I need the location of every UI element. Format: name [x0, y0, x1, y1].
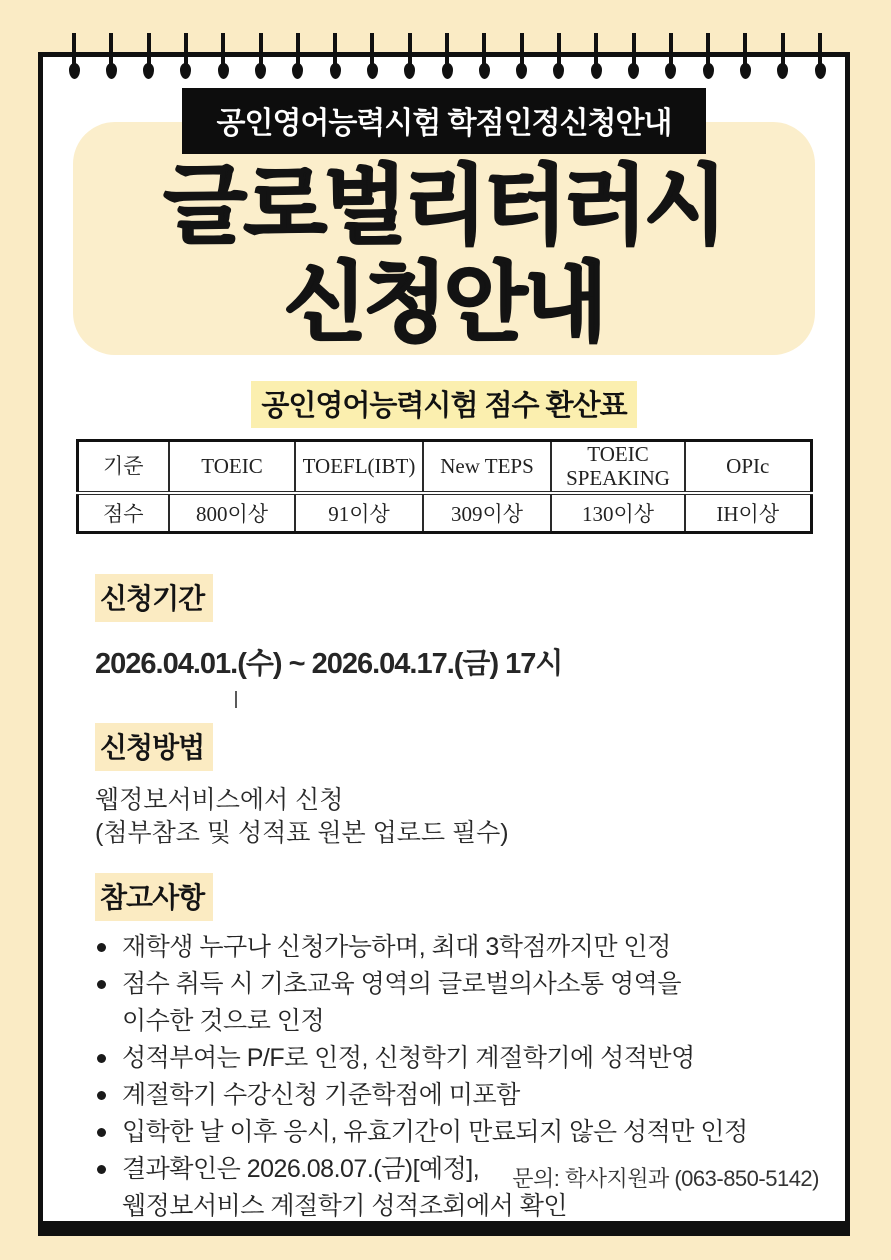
table-header-cell: TOEIC	[169, 441, 295, 493]
note-item	[95, 929, 845, 966]
binder-ring-icon	[259, 33, 263, 69]
method-line: 웹정보서비스에서 신청	[95, 786, 344, 814]
binder-ring-icon	[818, 33, 822, 69]
binder-ring-icon	[520, 33, 524, 69]
text-cursor-artifact	[235, 691, 237, 708]
note-item	[95, 1040, 845, 1077]
poster-card	[38, 52, 850, 1236]
table-header-cell: TOEFL(IBT)	[295, 441, 423, 493]
note-line: 점수 취득 시 기초교육 영역의 글로벌의사소통 영역을	[122, 970, 681, 998]
contact-info: 문의: 학사지원과 (063-850-5142)	[512, 1166, 819, 1191]
table-title-row	[43, 381, 845, 428]
binder-rings	[0, 0, 891, 90]
content-area	[43, 534, 845, 1225]
note-item	[95, 1114, 845, 1151]
binder-ring-icon	[632, 33, 636, 69]
section-heading-period: 신청기간	[95, 574, 213, 622]
bullet-icon	[97, 1054, 106, 1063]
score-conversion-table	[76, 439, 813, 534]
bullet-icon	[97, 943, 106, 952]
binder-ring-icon	[296, 33, 300, 69]
bullet-icon	[97, 1091, 106, 1100]
binder-ring-icon	[184, 33, 188, 69]
application-period-date: 2026.04.01.(수) ~ 2026.04.17.(금) 17시	[95, 648, 563, 680]
binder-ring-icon	[781, 33, 785, 69]
bullet-icon	[97, 1128, 106, 1137]
note-line: 이수한 것으로 인정	[122, 1007, 325, 1035]
note-line: 입학한 날 이후 응시, 유효기간이 만료되지 않은 성적만 인정	[122, 1118, 748, 1146]
binder-ring-icon	[109, 33, 113, 69]
binder-ring-icon	[408, 33, 412, 69]
note-line: 계절학기 수강신청 기준학점에 미포함	[122, 1081, 520, 1109]
table-cell: 130이상	[551, 493, 685, 533]
table-header-cell: New TEPS	[423, 441, 551, 493]
binder-ring-icon	[333, 33, 337, 69]
table-cell: IH이상	[685, 493, 811, 533]
binder-ring-icon	[370, 33, 374, 69]
binder-ring-icon	[445, 33, 449, 69]
section-heading-notes: 참고사항	[95, 873, 213, 921]
note-item	[95, 966, 845, 1040]
main-title-line1: 글로벌리터러시	[163, 158, 725, 254]
title-panel	[73, 122, 815, 355]
header-badge: 공인영어능력시험 학점인정신청안내	[182, 88, 705, 154]
binder-ring-icon	[72, 33, 76, 69]
note-line: 웹정보서비스 계절학기 성적조회에서 확인	[122, 1192, 568, 1220]
note-line: 결과확인은 2026.08.07.(금)[예정],	[122, 1155, 480, 1183]
binder-ring-icon	[221, 33, 225, 69]
method-text	[95, 784, 845, 850]
table-header-cell: OPIc	[685, 441, 811, 493]
binder-ring-icon	[706, 33, 710, 69]
bullet-icon	[97, 980, 106, 989]
table-header-cell: TOEIC SPEAKING	[551, 441, 685, 493]
table-cell: 점수	[77, 493, 169, 533]
bullet-icon	[97, 1165, 106, 1174]
section-heading-method: 신청방법	[95, 723, 213, 771]
note-line: 성적부여는 P/F로 인정, 신청학기 계절학기에 성적반영	[122, 1044, 695, 1072]
main-title-line2: 신청안내	[283, 255, 605, 351]
binder-ring-icon	[482, 33, 486, 69]
method-line: (첨부참조 및 성적표 원본 업로드 필수)	[95, 819, 509, 847]
table-row	[77, 493, 811, 533]
table-cell: 91이상	[295, 493, 423, 533]
binder-ring-icon	[669, 33, 673, 69]
note-item	[95, 1077, 845, 1114]
table-header-row	[77, 441, 811, 493]
table-cell: 800이상	[169, 493, 295, 533]
binder-ring-icon	[594, 33, 598, 69]
table-title: 공인영어능력시험 점수 환산표	[251, 381, 636, 428]
binder-ring-icon	[743, 33, 747, 69]
table-cell: 309이상	[423, 493, 551, 533]
binder-ring-icon	[147, 33, 151, 69]
note-line: 재학생 누구나 신청가능하며, 최대 3학점까지만 인정	[122, 933, 671, 961]
binder-ring-icon	[557, 33, 561, 69]
table-header-cell: 기준	[77, 441, 169, 493]
